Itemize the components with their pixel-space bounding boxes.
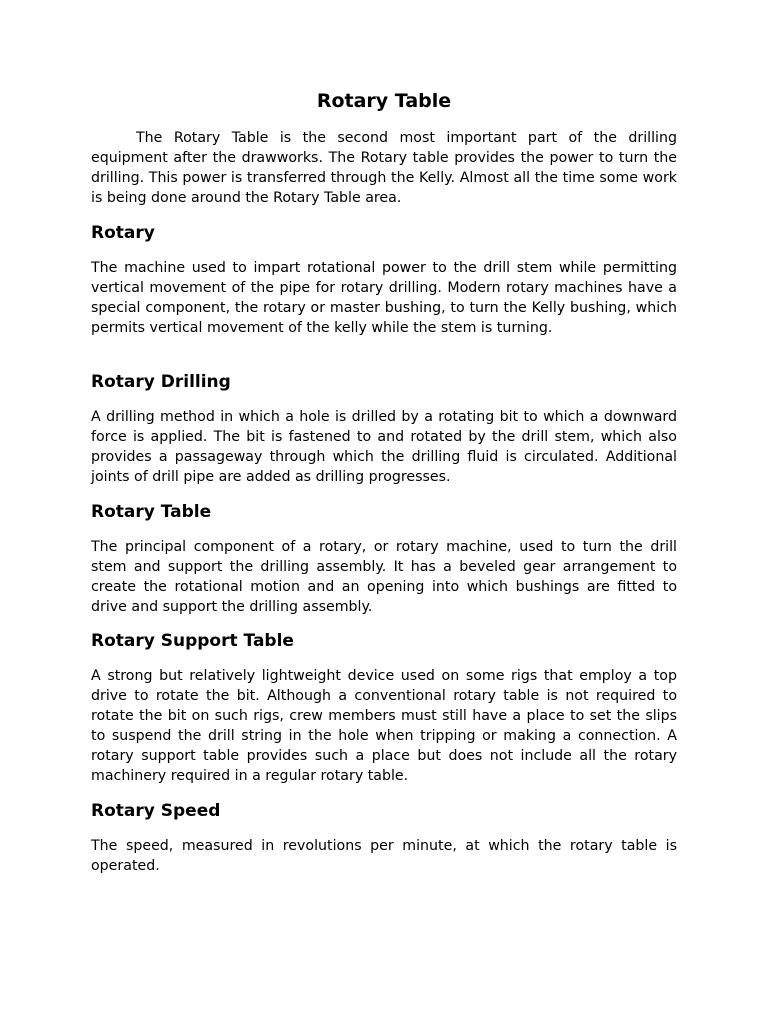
intro-paragraph: The Rotary Table is the second most important part of the drilling equipment after the drawworks. The Rotary table provides the power to turn the drilling. This power is transferred through the Kelly. Almost all the time some work is being done around the Rotary Table area. <box>91 130 677 206</box>
section-heading-rotary-drilling: Rotary Drilling <box>91 372 231 392</box>
page-title: Rotary Table <box>316 90 452 112</box>
section-body-rotary-speed: The speed, measured in revolutions per minute, at which the rotary table is operated. <box>91 838 677 874</box>
section-body-rotary: The machine used to impart rotational power to the drill stem while permitting vertical movement of the pipe for rotary drilling. Modern rotary machines have a special component, the rotary or master bushing, to turn the Kelly bushing, which permits vertical movement of the kelly while the stem is turning. <box>91 260 677 336</box>
section-heading-rotary-speed: Rotary Speed <box>91 801 221 821</box>
section-body-rotary-support-table: A strong but relatively lightweight device used on some rigs that employ a top drive to rotate the bit. Although a conventional rotary table is not required to rotate the bit on such rigs, crew members must still have a place to set the slips to suspend the drill string in the hole when tripping or making a connection. A rotary support table provides such a place but does not include all the rotary machinery required in a regular rotary table. <box>91 668 677 784</box>
section-body-rotary-table: The principal component of a rotary, or rotary machine, used to turn the drill stem and support the drilling assembly. It has a beveled gear arrangement to create the rotational motion and an opening into which bushings are fitted to drive and support the drilling assembly. <box>91 539 677 615</box>
section-heading-rotary-table: Rotary Table <box>91 502 212 522</box>
section-heading-rotary: Rotary <box>91 223 155 243</box>
section-heading-rotary-support-table: Rotary Support Table <box>91 631 294 651</box>
section-body-rotary-drilling: A drilling method in which a hole is drilled by a rotating bit to which a downward force is applied. The bit is fastened to and rotated by the drill stem, which also provides a passageway through which the drilling fluid is circulated. Additional joints of drill pipe are added as drilling progresses. <box>91 409 677 485</box>
